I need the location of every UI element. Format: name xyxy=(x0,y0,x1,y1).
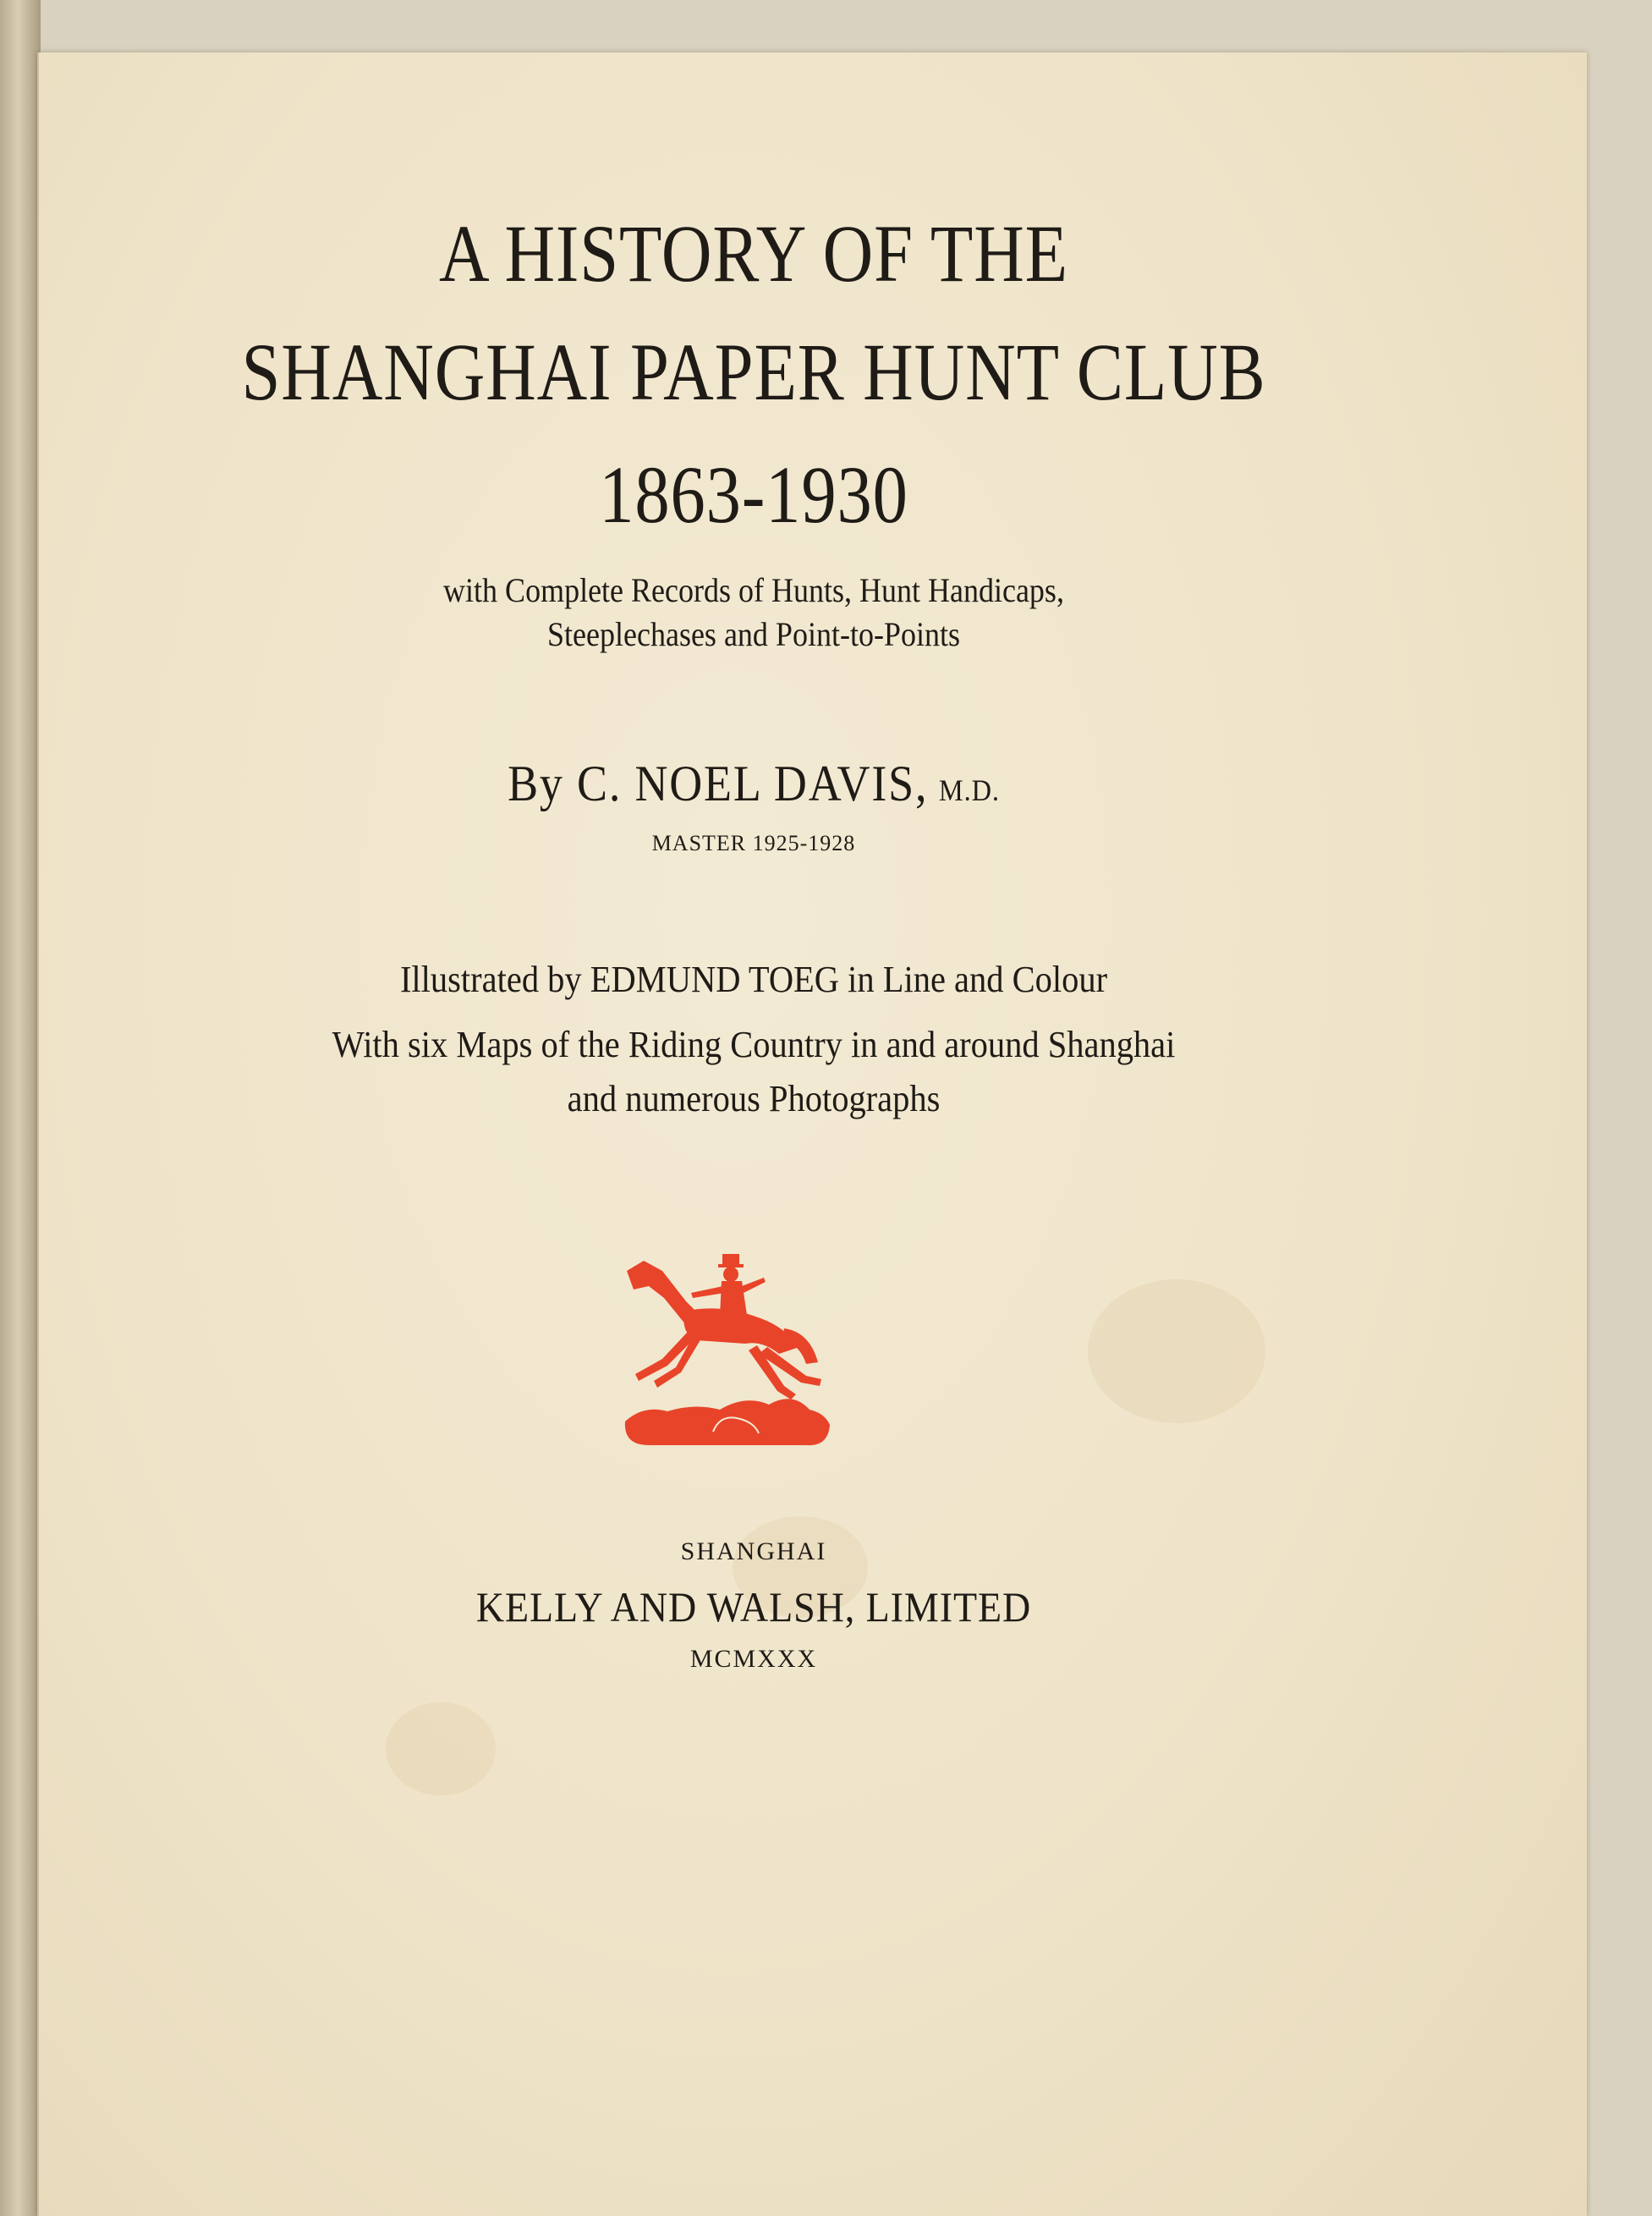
subtitle-line-1: with Complete Records of Hunts, Hunt Handicaps, xyxy=(443,571,1064,609)
title-line-2: SHANGHAI PAPER HUNT CLUB xyxy=(241,327,1266,417)
author-suffix: M.D. xyxy=(938,773,1000,807)
title-line-1: A HISTORY OF THE xyxy=(439,208,1068,299)
subtitle-line-2: Steeplechases and Point-to-Points xyxy=(547,615,960,653)
publication-year: MCMXXX xyxy=(689,1645,818,1673)
maps-line: With six Maps of the Riding Country in and around Shanghai xyxy=(332,1024,1176,1065)
photos-line: and numerous Photographs xyxy=(567,1078,941,1119)
author-name: By C. NOEL DAVIS, xyxy=(508,756,929,811)
title-line-3: 1863-1930 xyxy=(599,449,908,540)
title-page xyxy=(37,52,1587,2216)
foxing-stain xyxy=(1088,1279,1265,1423)
author-role: MASTER 1925-1928 xyxy=(651,831,856,855)
author-line xyxy=(111,755,1397,813)
publisher-name: KELLY AND WALSH, LIMITED xyxy=(475,1583,1032,1630)
horse-and-rider-emblem-icon xyxy=(618,1237,838,1457)
book-spine xyxy=(0,0,41,2216)
illustrated-line: Illustrated by EDMUND TOEG in Line and Colour xyxy=(399,959,1108,1000)
foxing-stain xyxy=(386,1702,496,1795)
publication-place: SHANGHAI xyxy=(680,1537,827,1565)
